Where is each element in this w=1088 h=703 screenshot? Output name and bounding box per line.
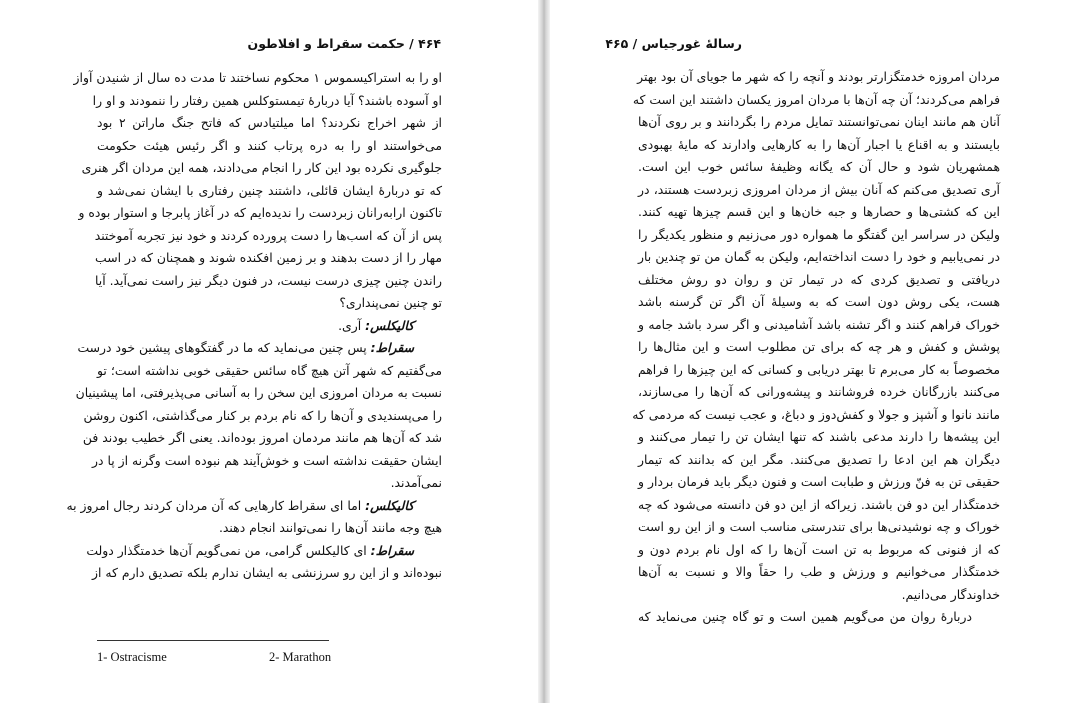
line-text: خوراک فراهم کنند و اگر تشنه باشد آشامیدنی و اگر سرد باشد جامه و [638, 316, 1000, 332]
text-line [638, 134, 1000, 157]
text-line [632, 404, 1000, 427]
line-text: مردان امروزه خدمتگزارتر بودند و آنچه را که شهر ما جویای آن بود بهتر [637, 69, 1000, 84]
line-text: راندن چنین چیزی درست نیست، در فنون دیگر نیز راست نمی‌آید. آیا [94, 272, 442, 288]
footnote-1: 1- Ostracisme [97, 650, 167, 664]
line-text: تاکنون ارابه‌رانان زبردست را ندیده‌ایم که در آغاز پابرجا و استوار بوده و [78, 205, 442, 220]
text-line [638, 201, 1000, 224]
line-text: ایشان حقیقت نداشته است و خوش‌آیند هم نبوده است وگرنه از پا در [92, 452, 442, 468]
text-line [94, 225, 442, 248]
line-text: خدمتگذار این دو فن باشند. زیراکه از این دو فن دانسته می‌شود که چه [638, 496, 1000, 512]
footnote-2: 2- Marathon [269, 650, 332, 664]
line-text: تو چنین نمی‌پنداری؟ [339, 295, 442, 310]
text-line [97, 247, 442, 270]
text-line [638, 449, 1000, 472]
speaker-label: سقراط: [370, 542, 414, 558]
book-gutter [538, 0, 550, 703]
text-line [97, 517, 442, 540]
line-text: پوشش و کفش و هر چه که برای تن مطلوب است و این مثال‌ها را [638, 339, 1000, 354]
text-line [638, 494, 1000, 517]
line-text: این که کشتی‌ها و حصارها و جبه خان‌ها و این قسم چیزها تهیه کنند. [638, 204, 1000, 219]
line-text: دربارهٔ روان من می‌گویم همین است و تو گاه چنین می‌نماید که [638, 609, 972, 624]
text-line [73, 67, 442, 90]
text-line [638, 269, 1000, 292]
line-text: می‌کنند بازرگانان خرده فروشانند و پیشه‌ورانی که آن‌ها را می‌سازند، [638, 384, 1000, 399]
speaker-label: سقراط: [370, 340, 414, 355]
line-text: که تو دربارهٔ ایشان قائلی، داشتند چنین رفتاری با ایشان نمی‌شد و [97, 182, 442, 198]
text-line [638, 314, 1000, 337]
text-line [86, 540, 442, 563]
text-line [638, 584, 1000, 607]
line-text: دریافتی و تصدیق کردی که در تیمار تن و روان دو روش مختلف [638, 271, 1000, 287]
text-line [97, 180, 442, 203]
text-line [82, 427, 442, 450]
line-text: خوراک و چه نوشیدنی‌ها برای تندرستی مناسب است و از این رو است [638, 519, 1000, 534]
line-text: می‌گفتیم که شهر آتن هیچ گاه سائس حقیقی خوبی نداشته است؛ تو [97, 362, 442, 378]
text-line [77, 337, 442, 360]
text-line [94, 270, 442, 293]
left-page [0, 0, 538, 703]
line-text: خدمتگذار می‌خوانیم و ورزش و طب را حقاً والا و نسبت به آن‌ها [638, 564, 1000, 579]
text-line [97, 360, 442, 383]
footnote-rule [97, 640, 329, 641]
line-text: او را به استراکیسموس ۱ محکوم نساختند تا مدت ده سال از شنیدن آواز [73, 70, 442, 85]
text-line [638, 381, 1000, 404]
text-line [638, 471, 1000, 494]
line-text: ای کالیکلس گرامی، من نمی‌گویم آن‌ها خدمتگذار دولت [86, 542, 371, 558]
text-line [92, 562, 442, 585]
line-text: اما ای سقراط کارهایی که آن مردان کردند رجال امروز به [66, 497, 366, 513]
line-text: مانند نانوا و آشپز و جولا و کفش‌دوز و دباغ، و عجب نیست که مردمی که [632, 406, 1000, 422]
text-line [92, 450, 442, 473]
text-line [638, 111, 1000, 134]
line-text: او آسوده باشند؟ آیا دربارهٔ تیمستوکلس همین رفتار را ننمودند و او را [92, 92, 442, 108]
line-text: می‌خواستند او را به دره پرتاب کنند و اگر رئیس هیئت حکومت [97, 137, 442, 153]
line-text: از شهر اخراج نکردند؟ اما میلتیادس که فاتح جنگ ماراتن ۲ بود [97, 115, 442, 130]
line-text: پس چنین می‌نماید که ما در گفتگوهای پیشین خود درست [77, 340, 371, 355]
text-line [638, 336, 1000, 359]
text-line [638, 426, 1000, 449]
text-line [638, 246, 1000, 269]
line-text: هست، یکی روش دون است که به وسیلهٔ آن اگر تن گرسنه باشد [638, 294, 1000, 309]
text-line [638, 179, 1000, 202]
line-text: جلوگیری نکرده بود این کار را انجام می‌دادند، همه این مردان اگر هنری [81, 160, 442, 175]
text-line [97, 315, 442, 338]
text-line [638, 516, 1000, 539]
speaker-label: کالیکلس: [365, 317, 414, 333]
line-text: آری تصدیق می‌کنم که آنان بیش از مردان امروزی زبردست هستند، در [638, 181, 1000, 197]
text-line [97, 112, 442, 135]
right-page [550, 0, 1088, 703]
text-line [97, 472, 442, 495]
line-text: که از فنونی که مربوط به تن است آن‌ها را که اول نام بردم دون و [638, 541, 1000, 557]
text-line [638, 291, 1000, 314]
text-line [638, 66, 1000, 89]
line-text: نبوده‌اند و از این رو سرزنشی به ایشان ندارم بلکه تصدیق دارم که از [92, 565, 442, 580]
text-line [638, 156, 1000, 179]
left-page-header: ۴۶۴ / حکمت سقراط و افلاطون [247, 36, 441, 51]
line-text: پس از آن که اسب‌ها را دست پرورده کردند و خود نیز تجربه آموختند [94, 227, 442, 243]
text-line [78, 202, 442, 225]
line-text: نمی‌آمدند. [390, 475, 442, 490]
line-text: آنان هم مانند اینان نمی‌توانستند تمایل مردم را بگردانند و بر روی آن‌ها [638, 114, 1000, 129]
text-line [97, 135, 442, 158]
text-line [66, 495, 442, 518]
right-page-body [632, 66, 1000, 629]
speaker-label: کالیکلس: [365, 497, 414, 513]
text-line [83, 405, 442, 428]
line-text: شد که آن‌ها هم مانند مردمان امروز بوده‌اند. یعنی اگر خطیب بودند فن [82, 430, 442, 445]
line-text: این پیشه‌ها را دارند مدعی باشند که تنها ایشان تن را تیمار می‌کنند و [638, 429, 1000, 444]
text-line [638, 359, 1000, 382]
line-text: خداوندگار می‌دانیم. [901, 586, 1000, 602]
text-line [97, 292, 442, 315]
text-line [638, 539, 1000, 562]
line-text: هیچ وجه مانند آن‌ها را نمی‌توانند انجام دهند. [218, 520, 442, 535]
right-page-header: رسالهٔ غورجیاس / ۴۶۵ [605, 36, 742, 51]
line-text: آری. [338, 317, 366, 333]
line-text: حقیقی تن به فنّ ورزش و طبابت است و فنون دیگر باید فرمان بردار و [638, 474, 1000, 489]
text-line [638, 561, 1000, 584]
line-text: بایستند و به اقناع یا اجبار آن‌ها را به کارهایی وادارند که مایهٔ بهبودی [638, 136, 1000, 152]
footnotes [97, 650, 397, 668]
line-text: در نمی‌یابیم و خود را دست انداخته‌ایم، ولیکن به گمان من تو چندین بار [638, 249, 1000, 264]
line-text: مخصوصاً به کار می‌برم تا بهتر دریابی و کسانی که این چیزها را فراهم [638, 361, 1000, 377]
text-line [92, 90, 442, 113]
line-text: دیگران هم این ادعا را تصدیق می‌کنند. مگر این که بدانند که تیمار [638, 451, 1000, 467]
text-line [632, 89, 1000, 112]
text-line [75, 382, 442, 405]
line-text: را می‌پسندیدی و آن‌ها را که نام بردم بر کنار می‌گذاشتی، اکنون روشن [83, 407, 442, 423]
line-text: همشهریان شود و حال آن که یگانه وظیفهٔ سائس خوب این است. [638, 159, 1000, 174]
text-line [638, 224, 1000, 247]
line-text: مهار را از دست بدهند و بر زمین افکنده شوند و همچنان که در اسب [95, 250, 442, 265]
left-page-body [66, 67, 442, 585]
line-text: فراهم می‌کردند؛ آن چه آن‌ها با مردان امروز یکسان داشتند این است که [632, 91, 1000, 107]
text-line [81, 157, 442, 180]
text-line [638, 606, 1000, 629]
line-text: ولیکن در سراسر این گفتگو ما همواره دور می‌زنیم و منظور یکدیگر را [638, 226, 1000, 242]
line-text: نسبت به مردان امروزی این سخن را به آسانی می‌پذیرفتی، اما پیشینیان [75, 385, 442, 400]
